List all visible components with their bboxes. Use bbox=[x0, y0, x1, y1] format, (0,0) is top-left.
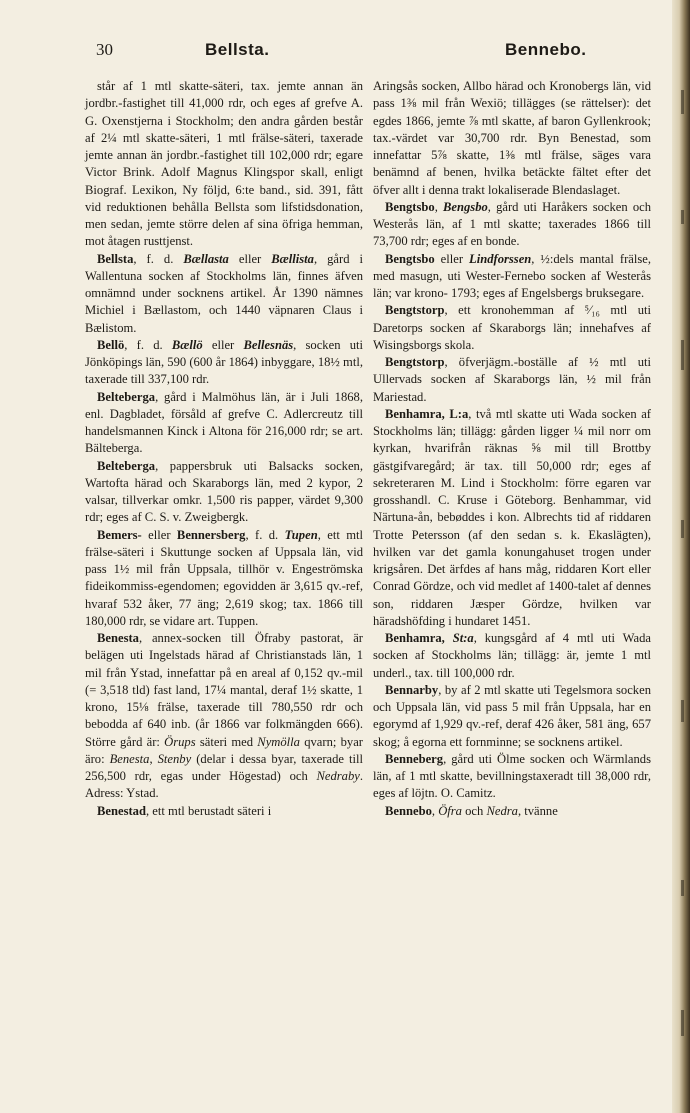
entry-headword: Bengtstorp bbox=[385, 303, 445, 318]
entry-headword: Benesta bbox=[109, 751, 150, 766]
entry-headword: Bællista bbox=[271, 251, 314, 266]
dictionary-entry bbox=[373, 803, 651, 820]
entry-text: qvarn; byar äro: bbox=[85, 734, 363, 766]
dictionary-entry bbox=[85, 803, 363, 820]
dictionary-entry bbox=[373, 251, 651, 303]
entry-text: , gård uti Haråkers socken och Westerås län, af 1 mtl skatte; taxerades 1866 till 73,700 rdr; eges af en bonde. bbox=[373, 199, 652, 249]
dictionary-entry bbox=[85, 251, 363, 337]
entry-headword: Bengtsbo bbox=[385, 199, 435, 214]
entry-text: , gård uti Ölme socken och Wärmlands län, af 1 mtl skatte, bevillningstaxeradt till 38,000 rdr, eges af löjtn. O. Camitz. bbox=[373, 751, 651, 801]
dictionary-entry bbox=[373, 302, 651, 354]
entry-text: eller bbox=[141, 527, 177, 542]
entry-text: eller bbox=[434, 251, 470, 266]
left-running-headword: Bellsta. bbox=[205, 40, 270, 59]
dictionary-entry bbox=[373, 682, 651, 751]
entry-text: , pappersbruk uti Balsacks socken, Wartofta härad och Skaraborgs län, med 2 kypor, 2 valsar, tillverkar omkr. 1,500 ris papper, värdet 9,300 rdr; eges af C. S. v. Zweigbergk. bbox=[85, 458, 363, 525]
entry-text: , öfverjägm.-boställe af ½ mtl uti Ullervads socken af Skaraborgs län, ½ mil från Mariestad. bbox=[373, 355, 651, 404]
entry-text: , gård i Malmöhus län, är i Juli 1868, enl. Dagbladet, försåld af grefve C. Adlercreutz till handelsmannen Kinck i Altona för 216,000 rdr; se art. Bälteberga. bbox=[85, 389, 363, 456]
entry-headword: Bællö bbox=[171, 337, 203, 352]
entry-headword: Öfra bbox=[438, 803, 462, 818]
entry-headword: Bengtsbo bbox=[385, 251, 435, 266]
entry-headword: Tupen bbox=[284, 527, 318, 542]
entry-headword: Bengtstorp bbox=[385, 355, 445, 369]
entry-text: , bbox=[431, 803, 439, 818]
entry-text: , f. d. bbox=[245, 527, 285, 542]
edge-mark bbox=[681, 340, 684, 370]
entry-text: , ett mtl frälse-säteri i Skuttunge socken af Uppsala län, vid pass 1½ mil från Uppsala, tillhör v. Engeströmska fideikommiss-egendomen; egovidden är 3,615 qv.-ref, hvaraf 532 åker, 77 äng; 2,619 skog; tax. 1866 till 180,000 rdr, se vidare art. Tuppen. bbox=[85, 527, 364, 628]
entry-text: , ½:dels mantal frälse, med masugn, uti Wester-Fernebo socken af Westerås län; var krono- 1793; eges af Engelsbergs bruksegare. bbox=[373, 251, 651, 300]
entry-text: , f. d. bbox=[133, 251, 184, 266]
entry-headword: Lindforssen bbox=[469, 251, 532, 266]
dictionary-entry bbox=[85, 527, 363, 631]
entry-headword: Bemers- bbox=[97, 527, 142, 542]
entry-headword: Benneberg bbox=[385, 751, 444, 766]
edge-mark bbox=[681, 210, 684, 224]
dictionary-entry bbox=[85, 389, 363, 458]
page-edge-shadow bbox=[672, 0, 690, 1113]
page-header bbox=[0, 40, 672, 70]
dictionary-entry bbox=[373, 354, 651, 406]
entry-headword: Nedraby bbox=[316, 769, 360, 783]
entry-text: , f. d. bbox=[124, 337, 172, 352]
edge-mark bbox=[681, 880, 684, 896]
entry-text: , annex-socken till Öfraby pastorat, är belägen uti Ingelstads härad af Christianstads län, 1 mil från Ystad, innefattar på en areal af 0,152 qv.-mil (= 3,518 tld) fast land, 17¼ mantal, deraf 1½ skatte, 1 krono, 15⅛ frälse, taxerade till 780,550 rdr och bebodda af 640 inb. (år 1866 var folkmängden 666). Större gård är: bbox=[85, 631, 363, 749]
entry-headword: Bellesnäs bbox=[243, 337, 294, 352]
dictionary-entry bbox=[85, 78, 363, 251]
entry-headword: Bennebo bbox=[385, 803, 432, 818]
edge-mark bbox=[681, 520, 684, 538]
entry-text: säteri med bbox=[195, 734, 258, 749]
right-text-column bbox=[373, 78, 651, 820]
entry-headword: Benesta bbox=[97, 631, 139, 645]
entry-headword: Bennersberg bbox=[176, 527, 246, 542]
entry-headword: Bellö bbox=[97, 337, 125, 352]
entry-text: Aringsås socken, Allbo härad och Kronobergs län, vid pass 1⅜ mil från Wexiö; tillägges (se rättelser): det egdes 1866, jemte ⅞ mtl skatte, af baron Gyllenkrook; tax.-värdet var 30,700 rdr. Byn Benestad, som innefattar 5⅞ skatte, 1⅜ mtl frälse, säges vara benämnd af benen, hvilka betäckte fältet efter det öfver allt i denna trakt lokaliserade Blendaslaget. bbox=[373, 79, 651, 197]
entry-text: , bbox=[149, 751, 158, 766]
entry-headword: Nedra bbox=[486, 803, 518, 818]
entry-text: , bbox=[434, 199, 443, 214]
dictionary-entry bbox=[85, 458, 363, 527]
left-text-column bbox=[85, 78, 363, 820]
dictionary-entry bbox=[85, 630, 363, 803]
edge-mark bbox=[681, 1010, 684, 1036]
entry-headword: Belteberga bbox=[97, 389, 156, 404]
dictionary-entry bbox=[373, 78, 651, 199]
entry-headword: Benhamra, bbox=[385, 631, 453, 645]
entry-headword: Belteberga bbox=[97, 458, 156, 473]
entry-text: eller bbox=[228, 251, 272, 266]
dictionary-entry bbox=[373, 751, 651, 803]
entry-text: och bbox=[461, 803, 487, 818]
entry-headword: Benestad bbox=[97, 803, 146, 818]
entry-headword: Nymölla bbox=[257, 734, 300, 749]
edge-mark bbox=[681, 90, 684, 114]
entry-headword: Bællasta bbox=[183, 251, 229, 266]
right-running-headword: Bennebo. bbox=[505, 40, 587, 59]
dictionary-entry bbox=[373, 406, 651, 630]
entry-text: , kungsgård af 4 mtl uti Wada socken af Stockholms län; tillägg: är, jemte 1 mtl underl., tax. till 100,000 rdr. bbox=[373, 631, 651, 680]
entry-text: , ett mtl berustadt säteri i bbox=[145, 803, 272, 818]
entry-text: , by af 2 mtl skatte uti Tegelsmora socken och Uppsala län, vid pass 5 mil från Uppsala, har en egorymd af 1,929 qv.-ref, deraf 426 åker, 581 äng, 657 skog; å egorna ett fornminne; se socknens artikel. bbox=[373, 682, 651, 749]
dictionary-entry bbox=[373, 630, 651, 682]
edge-mark bbox=[681, 700, 684, 722]
dictionary-entry bbox=[85, 337, 363, 389]
entry-text: . Adress: Ystad. bbox=[85, 769, 363, 801]
entry-text: eller bbox=[202, 337, 244, 352]
page-number: 30 bbox=[96, 40, 113, 59]
entry-text: , två mtl skatte uti Wada socken af Stockholms län; tillägg: gården ligger ¼ mil norr om kyrkan, hvarifrån räknas ⅝ mil till Brottby gästgifvaregård; är tax. till 50,000 rdr; eges af sekreteraren M. Lind i Stockholm: förre egaren var grosshandl. C. Kruse i Göteborg. Benhammar, vid Närtuna-ån, bebøddes i kon. Albrechts tid af riddaren Trotte Petersson (af den sedan s. k. Ekaslägten), hvilken var det gamla konungahuset trogen under krigsåren. Det ärfdes af hans måg, riddaren Kort eller Conrad Gördze, och vid medlet af 1400-talet af dennes son, riddaren Jæsper Gördze, hvilken var häradshöfding i hundaret 1451. bbox=[373, 406, 651, 628]
entry-headword: Örups bbox=[164, 734, 196, 749]
dictionary-entry bbox=[373, 199, 651, 251]
entry-headword: Benhamra, L:a bbox=[385, 406, 469, 421]
entry-text: , ett kronohemman af ⁵⁄₁₆ mtl uti Daretorps socken af Skaraborgs län; innehafves af Wisingsborgs skola. bbox=[373, 303, 651, 352]
entry-headword: Bengsbo bbox=[443, 199, 488, 214]
entry-headword: Stenby bbox=[157, 751, 192, 766]
entry-text: , gård i Wallentuna socken af Stockholms län, finnes äfven omnämnd under socknens artikel. År 1390 nämnes Michiel i Bællastom, och 1440 väpnaren Claus i Bælistom. bbox=[85, 251, 363, 335]
entry-text: står af 1 mtl skatte-säteri, tax. jemte annan än jordbr.-fastighet till 41,000 rdr, och eges af grefve A. G. Oxenstjerna i Stockholm; den andra gården består af 2¼ mtl skatte-säteri, 1 mtl frälse-säteri, taxerade jemte annan än jordbr.-fastighet till 102,000 rdr; egare Victor Brink. Adolf Magnus Klingspor skall, enligt Biograf. Lexikon, Ny följd, 6:te band., sid. 391, fått vid reduktionen behålla Bellsta som lifstidsdonation, men sedan, jemte större delen af sina öfriga hemman, mot åtagen rusttjenst. bbox=[85, 79, 363, 249]
entry-headword: Bellsta bbox=[97, 251, 134, 266]
entry-text: (delar i dessa byar, taxerade till 256,500 rdr, egas under Högestad) och bbox=[85, 751, 364, 783]
entry-text: , tvänne bbox=[517, 803, 558, 818]
entry-text: , socken uti Jönköpings län, 590 (600 år 1864) inbyggare, 18½ mtl, taxerade till 337,100 rdr. bbox=[85, 337, 363, 387]
entry-headword: St:a bbox=[452, 631, 474, 645]
entry-headword: Bennarby bbox=[385, 682, 439, 697]
